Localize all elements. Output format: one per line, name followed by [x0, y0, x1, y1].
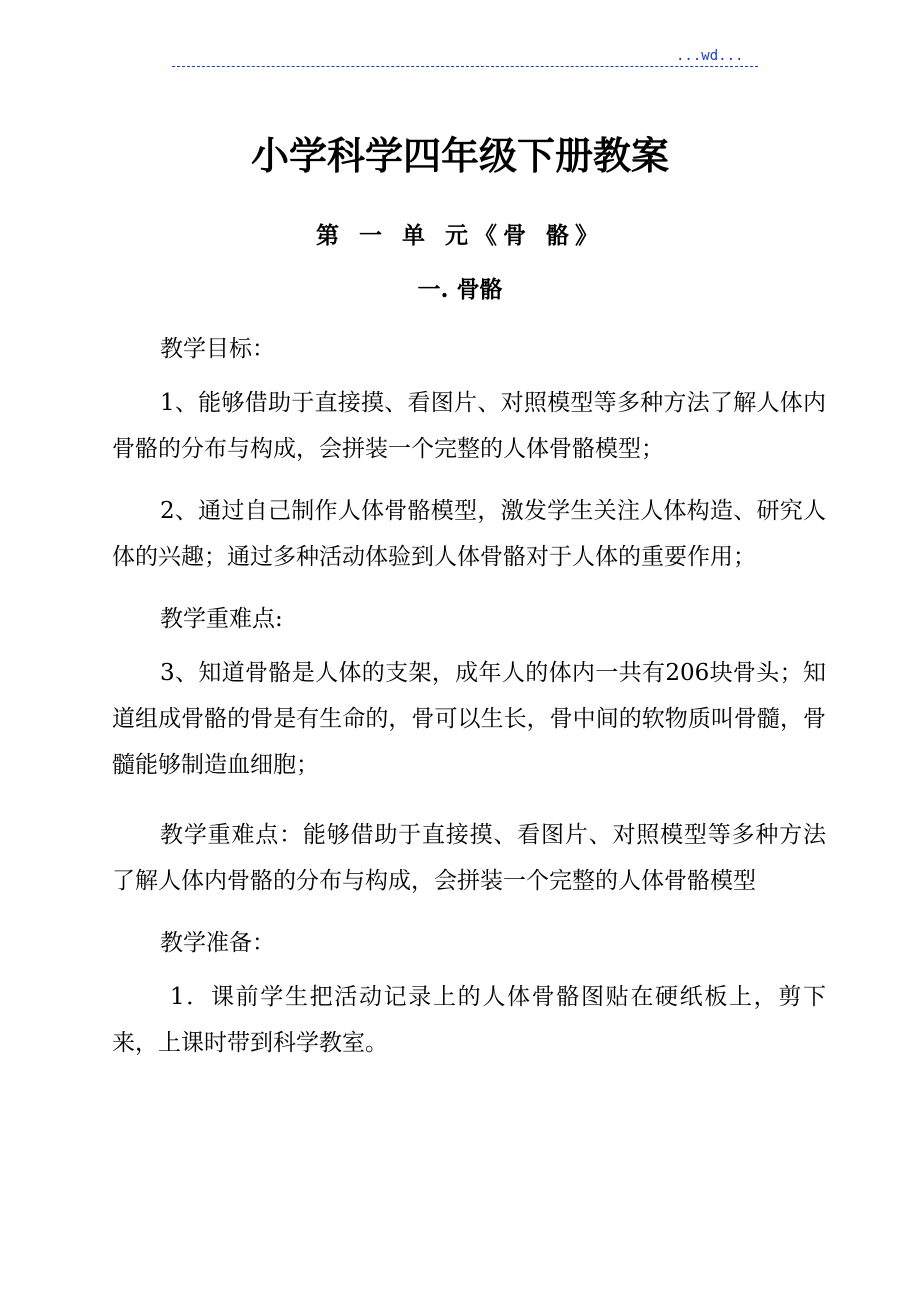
section-label-preparation: 教学准备：: [160, 930, 275, 956]
section-label-key-points: 教学重难点:: [160, 606, 283, 632]
paragraph-objective-3: 3、知道骨骼是人体的支架，成年人的体内一共有206块骨头；知道组成骨骼的骨是有生命的，骨可以生长，骨中间的软物质叫骨髓，骨髓能够制造血细胞；: [112, 660, 826, 778]
paragraph-objective-2: 2、通过自己制作人体骨骼模型，激发学生关注人体构造、研究人体的兴趣；通过多种活动体验到人体骨骼对于人体的重要作用；: [112, 498, 826, 570]
paragraph-objective-1: 1、能够借助于直接摸、看图片、对照模型等多种方法了解人体内骨骼的分布与构成，会拼装一个完整的人体骨骼模型；: [112, 390, 826, 462]
header-mark: ...wd...: [676, 48, 744, 64]
paragraph-preparation-1: 1．课前学生把活动记录上的人体骨骼图贴在硬纸板上，剪下来，上课时带到科学教室。: [112, 984, 826, 1056]
document-title: 小学科学四年级下册教案: [250, 133, 669, 178]
section-label-objectives: 教学目标：: [160, 336, 275, 362]
header-dashed-rule: [172, 66, 758, 67]
paragraph-key-points: 教学重难点：能够借助于直接摸、看图片、对照模型等多种方法了解人体内骨骼的分布与构成，会拼装一个完整的人体骨骼模型: [112, 822, 826, 894]
unit-heading: 第 一 单 元《骨 骼》: [315, 222, 605, 249]
lesson-heading: 一. 骨骼: [417, 276, 503, 303]
